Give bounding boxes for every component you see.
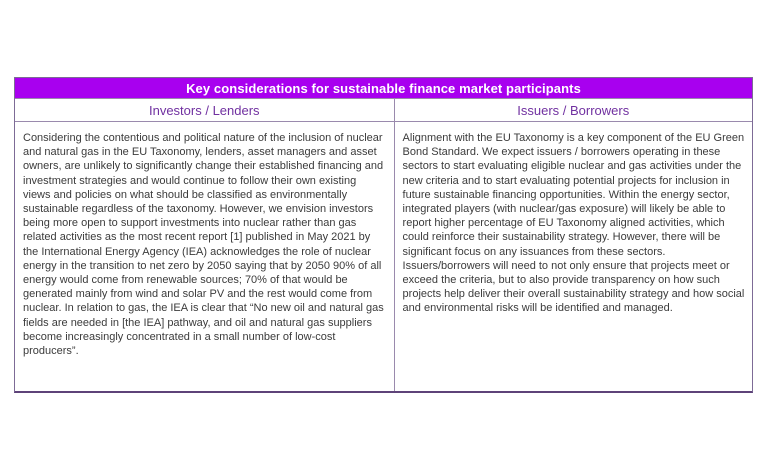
issuers-borrowers-paragraph: Alignment with the EU Taxonomy is a key component of the EU Green Bond Standard. We expect issuers / borrowers operating in these sectors to start evaluating eligible nuclear and gas activities under the new criteria and to start evaluating potential projects for inclusion in future sustainable financing opportunities. Within the energy sector, integrated players (with nuclear/gas exposure) will likely be able to report higher percentage of EU Taxonomy aligned activities, which could reinforce their sustainability strategy. However, there will be significant focus on any issuances from these sectors. Issuers/borrowers will need to not only ensure that projects meet or exceed the criteria, but to also provide transparency on how such projects help deliver their overall sustainability strategy and how social and environmental risks will be identified and managed. (402, 132, 745, 315)
key-considerations-table (14, 77, 753, 393)
investors-lenders-cell (15, 122, 395, 391)
investors-lenders-paragraph: Considering the contentious and political nature of the inclusion of nuclear and natural gas in the EU Taxonomy, lenders, asset managers and asset owners, are unlikely to significantly change their established financing and investment strategies and would continue to follow their own existing views and policies on what should be classified as environmentally sustainable regardless of the taxonomy. However, we envision investors being more open to support investments into nuclear rather than gas related activities as the most recent report [1] published in May 2021 by the International Energy Agency (IEA) acknowledges the role of nuclear energy in the transition to net zero by 2050 saying that by 2050 90% of all energy would come from renewable sources; 70% of that would be generated mainly from wind and solar PV and the rest would come from nuclear. In relation to gas, the IEA is clear that “No new oil and natural gas fields are needed in [the IEA] pathway, and oil and natural gas suppliers become increasingly concentrated in a small number of low-cost producers”. (23, 132, 384, 358)
table-title-bar (15, 78, 752, 99)
column-header-row (15, 99, 752, 122)
table-title: Key considerations for sustainable finance market participants (186, 80, 581, 96)
column-header-label: Investors / Lenders (148, 102, 260, 118)
issuers-borrowers-cell (395, 122, 752, 391)
table-body-row (15, 122, 752, 391)
column-header-investors-lenders (15, 99, 395, 121)
column-header-issuers-borrowers (395, 99, 752, 121)
column-header-label: Issuers / Borrowers (517, 102, 630, 118)
